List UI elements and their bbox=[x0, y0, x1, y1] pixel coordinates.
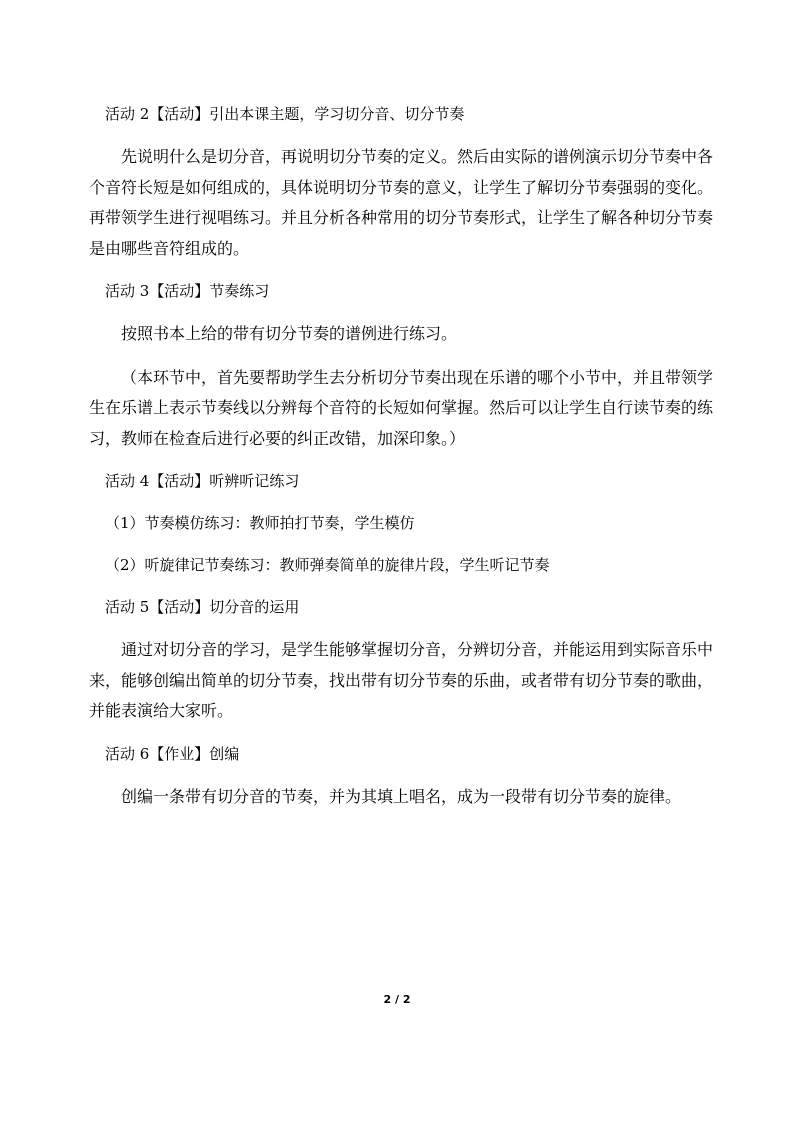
document-body bbox=[89, 100, 713, 825]
activity-3-heading: 活动 3【活动】节奏练习 bbox=[105, 282, 270, 300]
activity-3-note: （本环节中，首先要帮助学生去分析切分节奏出现在乐谱的哪个小节中，并且带领学生在乐谱上表示节奏线以分辨每个音符的长短如何掌握。然后可以让学生自行读节奏的练习，教师在检查后进行必要的纠正改错，加深印象。） bbox=[89, 367, 714, 448]
activity-4-item-2: （2）听旋律记节奏练习：教师弹奏简单的旋律片段，学生听记节奏 bbox=[105, 556, 550, 574]
activity-5-description: 通过对切分音的学习，是学生能够掌握切分音，分辨切分音，并能运用到实际音乐中来，能够创编出简单的切分节奏，找出带有切分节奏的乐曲，或者带有切分节奏的歌曲，并能表演给大家听。 bbox=[89, 640, 714, 720]
activity-2-heading: 活动 2【活动】引出本课主题，学习切分音、切分节奏 bbox=[105, 105, 465, 123]
activity-6-heading: 活动 6【作业】创编 bbox=[105, 744, 240, 763]
activity-3-instruction: 按照书本上给的带有切分节奏的谱例进行练习。 bbox=[121, 324, 458, 343]
activity-4-heading: 活动 4【活动】听辨听记练习 bbox=[105, 472, 300, 490]
activity-4-item-1: （1）节奏模仿练习：教师拍打节奏，学生模仿 bbox=[105, 514, 415, 532]
activity-5-heading: 活动 5【活动】切分音的运用 bbox=[105, 598, 300, 616]
activity-6-description: 创编一条带有切分音的节奏，并为其填上唱名，成为一段带有切分节奏的旋律。 bbox=[121, 786, 682, 806]
activity-2-description: 先说明什么是切分音，再说明切分节奏的定义。然后由实际的谱例演示切分节奏中各个音符长短是如何组成的，具体说明切分节奏的意义，让学生了解切分节奏强弱的变化。再带领学生进行视唱练习。并且分析各种常用的切分节奏形式，让学生了解各种切分节奏是由哪些音符组成的。 bbox=[89, 147, 714, 258]
page-number: 2 / 2 bbox=[383, 993, 411, 1006]
